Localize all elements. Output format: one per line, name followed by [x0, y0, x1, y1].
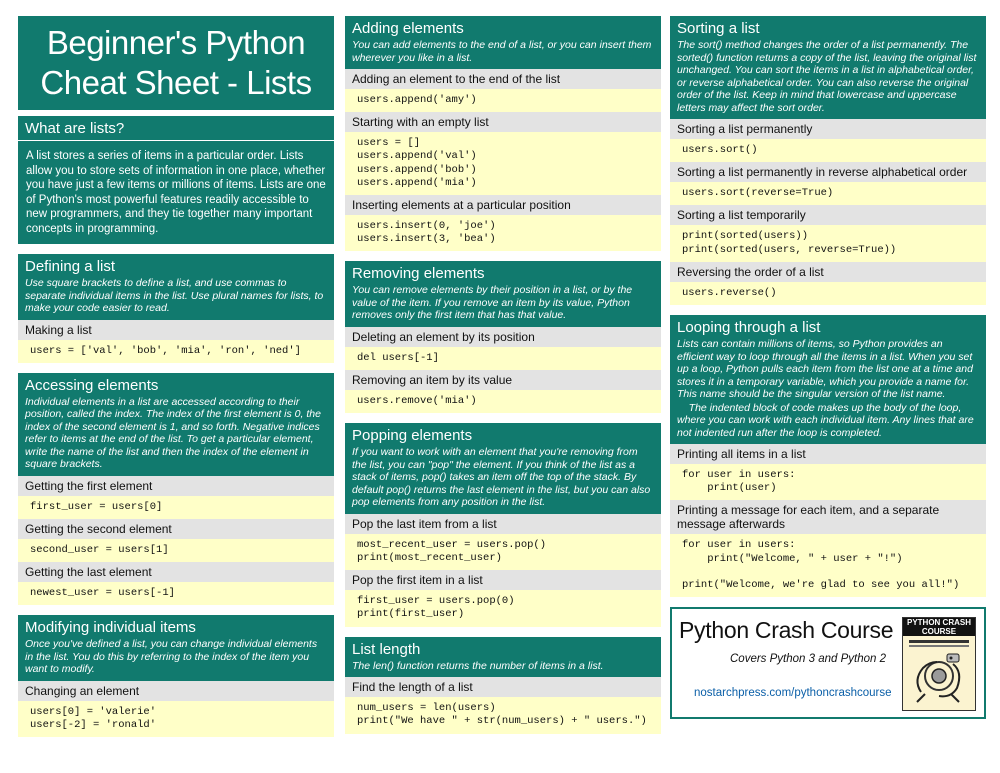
section-description: The len() function returns the number of items in a list.: [352, 659, 604, 672]
section-title: What are lists?: [25, 120, 125, 137]
book-title-text: PYTHON CRASH COURSE: [906, 618, 971, 637]
code-block: for user in users: print(user): [670, 464, 986, 500]
example-label: Getting the first element: [18, 476, 334, 496]
cheat-sheet-title: [18, 16, 334, 110]
column-middle: [345, 16, 661, 744]
section-description: Lists can contain millions of items, so Python provides an efficient way to loop through all the items in a list. When you set up a loop, Python pulls each item from the list one at a time and stores it in a temporary variable, which you provide a name for. This name should be the singular version of the list name.: [677, 338, 973, 401]
section-description-2: The indented block of code makes up the body of the loop, where you can work with each individual item. Any lines that are not indented run after the loop is completed.: [677, 401, 977, 439]
code-block: users.insert(0, 'joe') users.insert(3, 'bea'): [345, 215, 661, 251]
section-title: Accessing elements: [25, 376, 159, 394]
section-title: Modifying individual items: [25, 619, 196, 637]
example-label: Getting the last element: [18, 562, 334, 582]
example-label: Getting the second element: [18, 519, 334, 539]
example-label: Adding an element to the end of the list: [345, 69, 661, 89]
section-title: Defining a list: [25, 258, 116, 275]
section-title: Sorting a list: [677, 20, 760, 37]
section-sorting-a-list: [670, 16, 986, 305]
promo-subtitle: Covers Python 3 and Python 2: [730, 653, 886, 666]
example-label: Making a list: [18, 320, 334, 340]
title-line-2: Cheat Sheet - Lists: [40, 64, 312, 101]
example-label: Printing all items in a list: [670, 444, 986, 464]
book-promo: [670, 607, 986, 719]
section-description: The sort() method changes the order of a list permanently. The sorted() function returns a copy of the list, leaving the original list unchanged. You can sort the items in a list in alphabetical order, or reverse alphabetical order. You can also reverse the original order of the list. Keep in mind that lowercase and uppercase letters may affect the sort order.: [677, 39, 977, 114]
section-modifying-items: [18, 615, 334, 737]
section-title: List length: [352, 640, 421, 658]
section-description: You can remove elements by their position in a list, or by the value of the item. If you remove an item by its value, Python removes only the first item that has that value.: [352, 284, 633, 322]
code-block: users[0] = 'valerie' users[-2] = 'ronald': [18, 701, 334, 737]
code-block: newest_user = users[-1]: [18, 582, 334, 605]
section-title: Removing elements: [352, 265, 485, 283]
section-description: Individual elements in a list are accessed according to their position, called the index. The index of the first element is 0, the index of the second element is 1, and so forth. Negative indices refer to items at the end of the list. To get a particular element, write the name of the list and then the index of the element in square brackets.: [25, 395, 321, 471]
section-adding-elements: [345, 16, 661, 251]
code-block: users.append('amy'): [345, 89, 661, 112]
example-label: Deleting an element by its position: [345, 327, 661, 347]
title-line-1: Beginner's Python: [46, 24, 306, 61]
book-cover-title: [903, 618, 975, 636]
section-list-length: [345, 637, 661, 734]
example-label: Pop the last item from a list: [345, 514, 661, 534]
example-label: Starting with an empty list: [345, 112, 661, 132]
section-description: Once you've defined a list, you can change individual elements in the list. You do this by referring to the index of the item you want to modify.: [25, 638, 318, 676]
robot-snake-icon: [903, 636, 975, 708]
promo-url-link[interactable]: nostarchpress.com/pythoncrashcourse: [694, 687, 892, 700]
code-block: users.reverse(): [670, 282, 986, 305]
book-cover-image: [902, 617, 976, 711]
section-defining-a-list: [18, 254, 334, 363]
example-label: Find the length of a list: [345, 677, 661, 697]
example-label: Pop the first item in a list: [345, 570, 661, 590]
code-block: users.remove('mia'): [345, 390, 661, 413]
section-description: Use square brackets to define a list, and use commas to separate individual items in the list. Use plural names for lists, to make your code easier to read.: [25, 277, 324, 314]
code-block: users.sort(reverse=True): [670, 182, 986, 205]
section-title: Looping through a list: [677, 319, 821, 337]
promo-title: Python Crash Course: [679, 617, 894, 644]
section-looping-through-list: [670, 315, 986, 597]
example-label: Printing a message for each item, and a separate message afterwards: [670, 500, 986, 534]
code-block: second_user = users[1]: [18, 539, 334, 562]
code-block: first_user = users.pop(0) print(first_user): [345, 590, 661, 626]
column-right: [670, 16, 986, 719]
section-description: If you want to work with an element that you're removing from the list, you can "pop" the element. If you think of the list as a stack of items, pop() takes an item off the top of the stack. By default pop() returns the last element in the list, but you can also pop elements from any position in the list.: [352, 446, 651, 509]
code-block: users.sort(): [670, 139, 986, 162]
code-block: users = ['val', 'bob', 'mia', 'ron', 'ned']: [18, 340, 334, 363]
section-popping-elements: [345, 423, 661, 626]
code-block: num_users = len(users) print("We have " + str(num_users) + " users."): [345, 697, 661, 733]
column-left: [18, 16, 334, 747]
section-title: Popping elements: [352, 427, 473, 445]
example-label: Inserting elements at a particular position: [345, 195, 661, 215]
example-label: Sorting a list temporarily: [670, 205, 986, 225]
section-description: You can add elements to the end of a list, or you can insert them wherever you like in a list.: [352, 39, 652, 64]
section-title: Adding elements: [352, 20, 464, 37]
example-label: Changing an element: [18, 681, 334, 701]
code-block: for user in users: print("Welcome, " + user + "!") print("Welcome, we're glad to see you all!"): [670, 534, 986, 597]
code-block: most_recent_user = users.pop() print(most_recent_user): [345, 534, 661, 570]
example-label: Reversing the order of a list: [670, 262, 986, 282]
example-label: Sorting a list permanently: [670, 119, 986, 139]
code-block: print(sorted(users)) print(sorted(users, reverse=True)): [670, 225, 986, 261]
example-label: Removing an item by its value: [345, 370, 661, 390]
section-removing-elements: [345, 261, 661, 413]
section-accessing-elements: [18, 373, 334, 606]
code-block: first_user = users[0]: [18, 496, 334, 519]
code-block: users = [] users.append('val') users.append('bob') users.append('mia'): [345, 132, 661, 195]
code-block: del users[-1]: [345, 347, 661, 370]
section-what-are-lists: [18, 116, 334, 244]
section-body: A list stores a series of items in a particular order. Lists allow you to store sets of information in one place, whether you have just a few items or millions of items. Lists are one of Python's most powerful features readily accessible to new programmers, and they tie together many important concepts in programming.: [18, 140, 334, 244]
example-label: Sorting a list permanently in reverse alphabetical order: [670, 162, 986, 182]
